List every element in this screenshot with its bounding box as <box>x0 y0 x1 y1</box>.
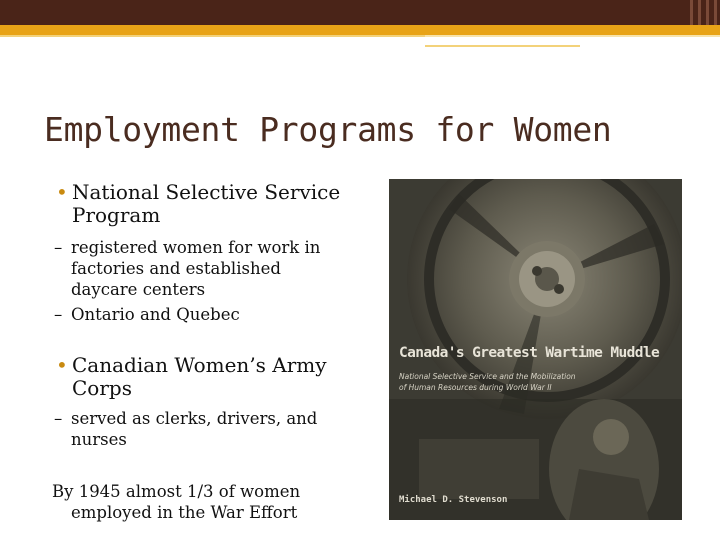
bullet-text: Canadian Women’s Army Corps <box>72 353 327 400</box>
closing-line: employed in the War Effort <box>71 503 298 522</box>
dash-icon: – <box>54 305 63 324</box>
slide-title: Employment Programs for Women <box>44 110 612 149</box>
sub-bullet-item <box>54 237 346 300</box>
book-cover-image <box>389 179 682 520</box>
sub-bullet-item <box>54 304 361 325</box>
book-subtitle <box>399 371 669 393</box>
sub-bullet-text: Ontario and Quebec <box>71 305 240 324</box>
closing-line: By 1945 almost 1/3 of women <box>52 482 301 501</box>
accent-line <box>425 35 720 37</box>
dash-icon: – <box>54 238 63 257</box>
dash-icon: – <box>54 409 63 428</box>
bullet-item <box>56 181 362 227</box>
bullet-icon: • <box>56 353 68 377</box>
closing-statement <box>52 481 352 523</box>
sub-bullet-text: served as clerks, drivers, and nurses <box>71 409 318 449</box>
accent-line <box>425 45 580 47</box>
book-title: Canada's Greatest Wartime Muddle <box>399 345 660 361</box>
book-subtitle-line: National Selective Service and the Mobilization <box>399 372 576 381</box>
book-author: Michael D. Stevenson <box>399 495 508 505</box>
sub-bullet-item <box>54 408 346 450</box>
bullet-item <box>56 354 357 400</box>
book-subtitle-line: of Human Resources during World War II <box>399 383 552 392</box>
bullet-icon: • <box>56 180 68 204</box>
bullet-text: National Selective Service Program <box>72 180 341 227</box>
sub-bullet-text: registered women for work in factories and established daycare centers <box>71 238 321 299</box>
top-bar-stripes <box>688 0 720 25</box>
